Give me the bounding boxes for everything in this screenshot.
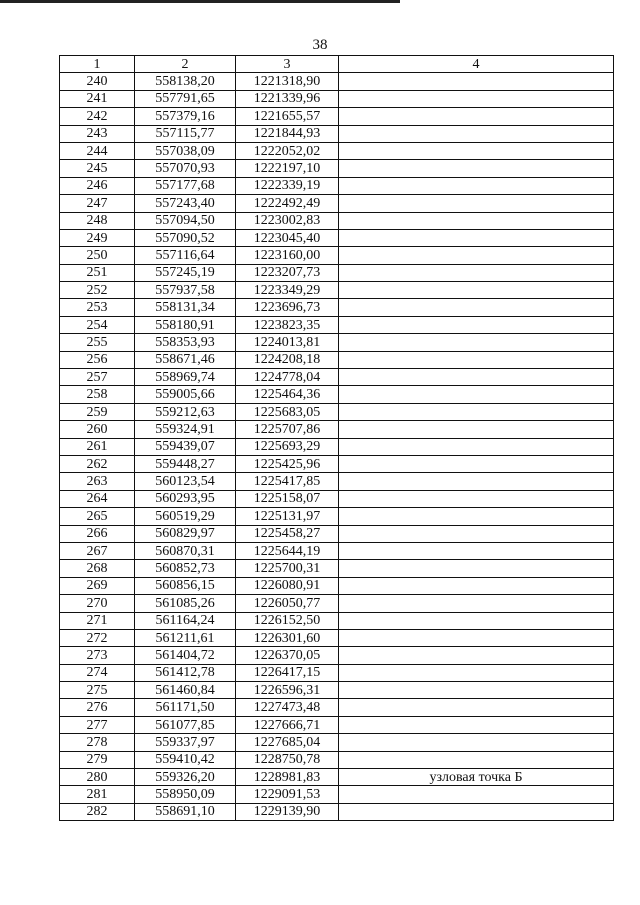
note-cell bbox=[339, 438, 614, 455]
point-number-cell: 250 bbox=[60, 247, 135, 264]
point-number-cell: 277 bbox=[60, 716, 135, 733]
y-coordinate-cell: 1227473,48 bbox=[236, 699, 339, 716]
note-cell bbox=[339, 490, 614, 507]
x-coordinate-cell: 557379,16 bbox=[135, 108, 236, 125]
point-number-cell: 271 bbox=[60, 612, 135, 629]
y-coordinate-cell: 1223823,35 bbox=[236, 316, 339, 333]
note-cell bbox=[339, 473, 614, 490]
x-coordinate-cell: 558131,34 bbox=[135, 299, 236, 316]
point-number-cell: 257 bbox=[60, 369, 135, 386]
note-cell bbox=[339, 786, 614, 803]
table-row bbox=[60, 212, 614, 229]
table-row bbox=[60, 647, 614, 664]
note-cell bbox=[339, 264, 614, 281]
x-coordinate-cell: 559212,63 bbox=[135, 403, 236, 420]
note-cell bbox=[339, 455, 614, 472]
y-coordinate-cell: 1226370,05 bbox=[236, 647, 339, 664]
x-coordinate-cell: 557177,68 bbox=[135, 177, 236, 194]
y-coordinate-cell: 1223349,29 bbox=[236, 282, 339, 299]
note-cell bbox=[339, 577, 614, 594]
point-number-cell: 253 bbox=[60, 299, 135, 316]
x-coordinate-cell: 559324,91 bbox=[135, 421, 236, 438]
note-cell bbox=[339, 125, 614, 142]
table-row bbox=[60, 90, 614, 107]
note-cell bbox=[339, 316, 614, 333]
note-cell bbox=[339, 664, 614, 681]
y-coordinate-cell: 1222197,10 bbox=[236, 160, 339, 177]
table-row bbox=[60, 247, 614, 264]
table-row bbox=[60, 682, 614, 699]
note-cell bbox=[339, 751, 614, 768]
scan-top-edge bbox=[0, 0, 400, 3]
y-coordinate-cell: 1225425,96 bbox=[236, 455, 339, 472]
table-row bbox=[60, 195, 614, 212]
y-coordinate-cell: 1223160,00 bbox=[236, 247, 339, 264]
x-coordinate-cell: 561211,61 bbox=[135, 629, 236, 646]
table-body bbox=[60, 73, 614, 821]
point-number-cell: 270 bbox=[60, 595, 135, 612]
note-cell bbox=[339, 282, 614, 299]
table-row bbox=[60, 542, 614, 559]
y-coordinate-cell: 1228750,78 bbox=[236, 751, 339, 768]
y-coordinate-cell: 1222492,49 bbox=[236, 195, 339, 212]
y-coordinate-cell: 1224208,18 bbox=[236, 351, 339, 368]
x-coordinate-cell: 561460,84 bbox=[135, 682, 236, 699]
point-number-cell: 256 bbox=[60, 351, 135, 368]
table-row bbox=[60, 525, 614, 542]
x-coordinate-cell: 560293,95 bbox=[135, 490, 236, 507]
x-coordinate-cell: 561404,72 bbox=[135, 647, 236, 664]
x-coordinate-cell: 561171,50 bbox=[135, 699, 236, 716]
x-coordinate-cell: 560852,73 bbox=[135, 560, 236, 577]
point-number-cell: 280 bbox=[60, 769, 135, 786]
y-coordinate-cell: 1228981,83 bbox=[236, 769, 339, 786]
x-coordinate-cell: 558691,10 bbox=[135, 803, 236, 820]
note-cell bbox=[339, 421, 614, 438]
table-row bbox=[60, 334, 614, 351]
x-coordinate-cell: 557937,58 bbox=[135, 282, 236, 299]
point-number-cell: 261 bbox=[60, 438, 135, 455]
x-coordinate-cell: 557245,19 bbox=[135, 264, 236, 281]
point-number-cell: 255 bbox=[60, 334, 135, 351]
x-coordinate-cell: 561412,78 bbox=[135, 664, 236, 681]
table-row bbox=[60, 577, 614, 594]
note-cell bbox=[339, 212, 614, 229]
point-number-cell: 260 bbox=[60, 421, 135, 438]
table-row bbox=[60, 177, 614, 194]
y-coordinate-cell: 1225683,05 bbox=[236, 403, 339, 420]
note-cell bbox=[339, 177, 614, 194]
column-header: 1 bbox=[60, 56, 135, 73]
note-cell bbox=[339, 108, 614, 125]
y-coordinate-cell: 1225417,85 bbox=[236, 473, 339, 490]
x-coordinate-cell: 558180,91 bbox=[135, 316, 236, 333]
x-coordinate-cell: 560123,54 bbox=[135, 473, 236, 490]
note-cell bbox=[339, 403, 614, 420]
note-cell bbox=[339, 560, 614, 577]
y-coordinate-cell: 1225707,86 bbox=[236, 421, 339, 438]
table-row bbox=[60, 734, 614, 751]
x-coordinate-cell: 559448,27 bbox=[135, 455, 236, 472]
table-row bbox=[60, 751, 614, 768]
table-row bbox=[60, 369, 614, 386]
note-cell bbox=[339, 508, 614, 525]
point-number-cell: 274 bbox=[60, 664, 135, 681]
note-cell bbox=[339, 160, 614, 177]
table-row bbox=[60, 125, 614, 142]
table-row bbox=[60, 560, 614, 577]
x-coordinate-cell: 559326,20 bbox=[135, 769, 236, 786]
coordinates-table bbox=[59, 55, 614, 821]
x-coordinate-cell: 560870,31 bbox=[135, 542, 236, 559]
x-coordinate-cell: 558353,93 bbox=[135, 334, 236, 351]
x-coordinate-cell: 559410,42 bbox=[135, 751, 236, 768]
y-coordinate-cell: 1221844,93 bbox=[236, 125, 339, 142]
table-row bbox=[60, 595, 614, 612]
y-coordinate-cell: 1223696,73 bbox=[236, 299, 339, 316]
x-coordinate-cell: 559005,66 bbox=[135, 386, 236, 403]
x-coordinate-cell: 557243,40 bbox=[135, 195, 236, 212]
table-row bbox=[60, 421, 614, 438]
note-cell bbox=[339, 73, 614, 90]
point-number-cell: 268 bbox=[60, 560, 135, 577]
point-number-cell: 251 bbox=[60, 264, 135, 281]
x-coordinate-cell: 557116,64 bbox=[135, 247, 236, 264]
y-coordinate-cell: 1225700,31 bbox=[236, 560, 339, 577]
x-coordinate-cell: 557038,09 bbox=[135, 142, 236, 159]
point-number-cell: 246 bbox=[60, 177, 135, 194]
note-cell bbox=[339, 629, 614, 646]
point-number-cell: 276 bbox=[60, 699, 135, 716]
point-number-cell: 275 bbox=[60, 682, 135, 699]
x-coordinate-cell: 559439,07 bbox=[135, 438, 236, 455]
point-number-cell: 262 bbox=[60, 455, 135, 472]
y-coordinate-cell: 1226301,60 bbox=[236, 629, 339, 646]
x-coordinate-cell: 558138,20 bbox=[135, 73, 236, 90]
x-coordinate-cell: 560829,97 bbox=[135, 525, 236, 542]
x-coordinate-cell: 560856,15 bbox=[135, 577, 236, 594]
point-number-cell: 278 bbox=[60, 734, 135, 751]
table-row bbox=[60, 612, 614, 629]
x-coordinate-cell: 561164,24 bbox=[135, 612, 236, 629]
table-row bbox=[60, 73, 614, 90]
table-row bbox=[60, 786, 614, 803]
point-number-cell: 266 bbox=[60, 525, 135, 542]
point-number-cell: 240 bbox=[60, 73, 135, 90]
y-coordinate-cell: 1221339,96 bbox=[236, 90, 339, 107]
note-cell bbox=[339, 247, 614, 264]
table-row bbox=[60, 699, 614, 716]
table-row bbox=[60, 299, 614, 316]
table-row bbox=[60, 142, 614, 159]
note-cell bbox=[339, 334, 614, 351]
y-coordinate-cell: 1222339,19 bbox=[236, 177, 339, 194]
table-row bbox=[60, 455, 614, 472]
table-row bbox=[60, 803, 614, 820]
note-cell bbox=[339, 647, 614, 664]
y-coordinate-cell: 1226050,77 bbox=[236, 595, 339, 612]
point-number-cell: 281 bbox=[60, 786, 135, 803]
x-coordinate-cell: 557791,65 bbox=[135, 90, 236, 107]
y-coordinate-cell: 1225644,19 bbox=[236, 542, 339, 559]
point-number-cell: 244 bbox=[60, 142, 135, 159]
y-coordinate-cell: 1225131,97 bbox=[236, 508, 339, 525]
page-number: 38 bbox=[312, 37, 328, 53]
note-cell bbox=[339, 351, 614, 368]
table-header-row bbox=[60, 56, 614, 73]
table-row bbox=[60, 316, 614, 333]
table-row bbox=[60, 769, 614, 786]
table-row bbox=[60, 473, 614, 490]
y-coordinate-cell: 1225693,29 bbox=[236, 438, 339, 455]
note-cell bbox=[339, 699, 614, 716]
point-number-cell: 258 bbox=[60, 386, 135, 403]
point-number-cell: 254 bbox=[60, 316, 135, 333]
x-coordinate-cell: 557070,93 bbox=[135, 160, 236, 177]
point-number-cell: 269 bbox=[60, 577, 135, 594]
column-header: 2 bbox=[135, 56, 236, 73]
note-cell bbox=[339, 734, 614, 751]
table-row bbox=[60, 108, 614, 125]
point-number-cell: 279 bbox=[60, 751, 135, 768]
note-cell bbox=[339, 195, 614, 212]
x-coordinate-cell: 560519,29 bbox=[135, 508, 236, 525]
point-number-cell: 273 bbox=[60, 647, 135, 664]
y-coordinate-cell: 1223002,83 bbox=[236, 212, 339, 229]
point-number-cell: 247 bbox=[60, 195, 135, 212]
x-coordinate-cell: 559337,97 bbox=[135, 734, 236, 751]
table-row bbox=[60, 629, 614, 646]
point-number-cell: 243 bbox=[60, 125, 135, 142]
table-row bbox=[60, 490, 614, 507]
note-cell bbox=[339, 542, 614, 559]
x-coordinate-cell: 561085,26 bbox=[135, 595, 236, 612]
y-coordinate-cell: 1226080,91 bbox=[236, 577, 339, 594]
point-number-cell: 267 bbox=[60, 542, 135, 559]
point-number-cell: 242 bbox=[60, 108, 135, 125]
y-coordinate-cell: 1226417,15 bbox=[236, 664, 339, 681]
note-cell bbox=[339, 803, 614, 820]
point-number-cell: 272 bbox=[60, 629, 135, 646]
x-coordinate-cell: 558969,74 bbox=[135, 369, 236, 386]
y-coordinate-cell: 1226596,31 bbox=[236, 682, 339, 699]
y-coordinate-cell: 1225458,27 bbox=[236, 525, 339, 542]
x-coordinate-cell: 557094,50 bbox=[135, 212, 236, 229]
y-coordinate-cell: 1224778,04 bbox=[236, 369, 339, 386]
table-row bbox=[60, 386, 614, 403]
y-coordinate-cell: 1227685,04 bbox=[236, 734, 339, 751]
note-cell bbox=[339, 90, 614, 107]
point-number-cell: 252 bbox=[60, 282, 135, 299]
y-coordinate-cell: 1222052,02 bbox=[236, 142, 339, 159]
note-cell bbox=[339, 142, 614, 159]
x-coordinate-cell: 561077,85 bbox=[135, 716, 236, 733]
y-coordinate-cell: 1229091,53 bbox=[236, 786, 339, 803]
point-number-cell: 282 bbox=[60, 803, 135, 820]
y-coordinate-cell: 1223045,40 bbox=[236, 229, 339, 246]
note-cell bbox=[339, 525, 614, 542]
table-row bbox=[60, 716, 614, 733]
y-coordinate-cell: 1223207,73 bbox=[236, 264, 339, 281]
note-cell bbox=[339, 682, 614, 699]
table-row bbox=[60, 351, 614, 368]
note-cell bbox=[339, 716, 614, 733]
note-cell bbox=[339, 229, 614, 246]
y-coordinate-cell: 1225464,36 bbox=[236, 386, 339, 403]
note-cell bbox=[339, 612, 614, 629]
y-coordinate-cell: 1229139,90 bbox=[236, 803, 339, 820]
point-number-cell: 248 bbox=[60, 212, 135, 229]
point-number-cell: 263 bbox=[60, 473, 135, 490]
y-coordinate-cell: 1224013,81 bbox=[236, 334, 339, 351]
point-number-cell: 249 bbox=[60, 229, 135, 246]
note-cell bbox=[339, 299, 614, 316]
y-coordinate-cell: 1227666,71 bbox=[236, 716, 339, 733]
point-number-cell: 264 bbox=[60, 490, 135, 507]
table-row bbox=[60, 160, 614, 177]
table-row bbox=[60, 229, 614, 246]
x-coordinate-cell: 557090,52 bbox=[135, 229, 236, 246]
point-number-cell: 259 bbox=[60, 403, 135, 420]
point-number-cell: 265 bbox=[60, 508, 135, 525]
table-row bbox=[60, 403, 614, 420]
x-coordinate-cell: 558950,09 bbox=[135, 786, 236, 803]
table-row bbox=[60, 282, 614, 299]
note-cell: узловая точка Б bbox=[339, 769, 614, 786]
table-row bbox=[60, 264, 614, 281]
y-coordinate-cell: 1221318,90 bbox=[236, 73, 339, 90]
note-cell bbox=[339, 595, 614, 612]
y-coordinate-cell: 1225158,07 bbox=[236, 490, 339, 507]
x-coordinate-cell: 558671,46 bbox=[135, 351, 236, 368]
note-cell bbox=[339, 386, 614, 403]
table-row bbox=[60, 438, 614, 455]
note-cell bbox=[339, 369, 614, 386]
x-coordinate-cell: 557115,77 bbox=[135, 125, 236, 142]
column-header: 3 bbox=[236, 56, 339, 73]
y-coordinate-cell: 1226152,50 bbox=[236, 612, 339, 629]
column-header: 4 bbox=[339, 56, 614, 73]
table-row bbox=[60, 664, 614, 681]
point-number-cell: 241 bbox=[60, 90, 135, 107]
y-coordinate-cell: 1221655,57 bbox=[236, 108, 339, 125]
table-row bbox=[60, 508, 614, 525]
point-number-cell: 245 bbox=[60, 160, 135, 177]
